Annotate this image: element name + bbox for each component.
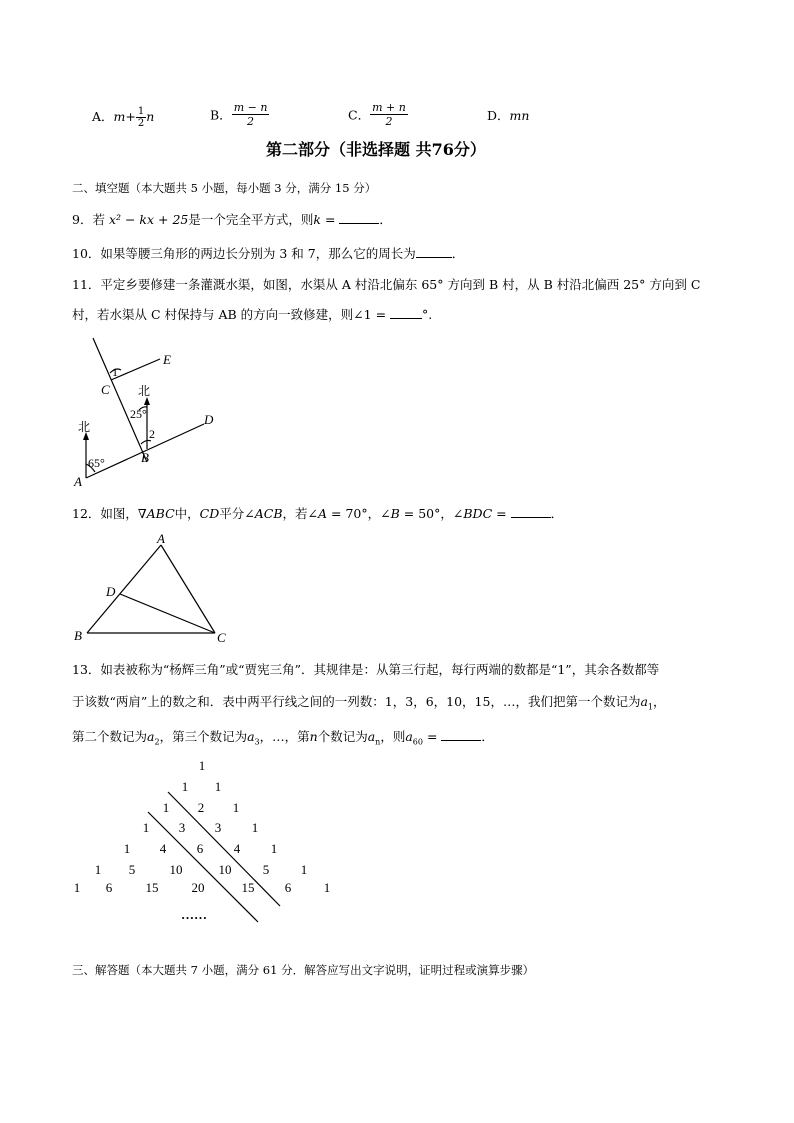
label-e: E [163, 352, 171, 367]
section2-heading: 二、填空题（本大题共 5 小题，每小题 3 分，满分 15 分） [72, 181, 377, 195]
triangle-number: 6 [196, 841, 204, 856]
triangle-number: 5 [262, 862, 270, 877]
option-d: D．mn [487, 108, 530, 123]
label-b: B [141, 450, 149, 465]
triangle-number: 2 [197, 800, 205, 815]
question-13-line2: 于该数“两肩”上的数之和．表中两平行线之间的一列数：1，3，6，10，15，…，我们把第一个数记为$a_1$， [72, 694, 666, 712]
label-angle-1: 1 [112, 365, 118, 379]
question-13-line3: 第二个数记为$a_2$，第三个数记为$a_3$，…，第n个数记为$a_n$，则$a_{60}$ = ． [72, 729, 494, 747]
triangle-number: 15 [145, 880, 159, 895]
triangle-number: 1 [162, 800, 170, 815]
label-north-a: 北 [78, 420, 91, 434]
triangle-number: 1 [300, 862, 308, 877]
triangle-number: 1 [232, 800, 240, 815]
triangle-number: 1 [323, 880, 331, 895]
triangle-number: 6 [105, 880, 113, 895]
option-c: C． $\frac{m + n}{2}$ [348, 101, 406, 128]
triangle-number: 3 [214, 820, 222, 835]
label-65-deg: 65° [88, 456, 105, 470]
triangle-number: 1 [198, 758, 206, 773]
triangle-number: 10 [218, 862, 232, 877]
label-d: D [204, 412, 214, 427]
question-11-line2: 村，若水渠从 C 村保持与 AB 的方向一致修建，则∠1 = °. [72, 307, 433, 322]
tri-label-c: C [217, 630, 226, 645]
question-12: 12．如图，∇ABC中，CD平分∠ACB，若∠A = 70°，∠B = 50°，∠BDC = ． [72, 506, 564, 521]
triangle-number: 1 [214, 779, 222, 794]
section3-heading: 三、解答题（本大题共 7 小题，满分 61 分．解答应写出文字说明，证明过程或演算步骤） [72, 963, 535, 977]
part2-title: 第二部分（非选择题 共76分） [266, 140, 486, 159]
triangle-number: 6 [284, 880, 292, 895]
triangle-ellipsis: …… [181, 907, 207, 922]
label-angle-2: 2 [149, 427, 155, 441]
triangle-number: 10 [169, 862, 183, 877]
question-10: 10．如果等腰三角形的两边长分别为 3 和 7，那么它的周长为 ． [72, 246, 465, 261]
question-9: 9．若 x² − kx + 25是一个完全平方式，则k = ． [72, 212, 392, 227]
triangle-number: 1 [142, 820, 150, 835]
tri-label-d: D [106, 584, 116, 599]
triangle-number: 4 [159, 841, 167, 856]
label-25-deg: 25° [130, 407, 147, 421]
triangle-number: 3 [178, 820, 186, 835]
tri-label-b: B [74, 628, 82, 643]
triangle-number: 1 [94, 862, 102, 877]
tri-label-a: A [157, 531, 165, 546]
triangle-number: 1 [73, 880, 81, 895]
question-11-line1: 11．平定乡要修建一条灌溉水渠，如图，水渠从 A 村沿北偏东 65° 方向到 B 村，从 B 村沿北偏西 25° 方向到 C [72, 277, 701, 292]
triangle-number: 1 [270, 841, 278, 856]
triangle-number: 5 [128, 862, 136, 877]
label-a: A [74, 474, 82, 489]
triangle-number: 20 [191, 880, 205, 895]
triangle-number: 1 [181, 779, 189, 794]
triangle-number: 4 [233, 841, 241, 856]
question-13-line1: 13．如表被称为“杨辉三角”或“贾宪三角”．其规律是：从第三行起，每行两端的数都是“1”，其余各数都等 [72, 662, 660, 677]
label-c: C [101, 382, 110, 397]
triangle-number: 15 [241, 880, 255, 895]
answer-blank[interactable] [511, 505, 551, 518]
answer-blank[interactable] [441, 728, 481, 741]
option-b: B． $\frac{m - n}{2}$ [210, 101, 268, 128]
triangle-number: 1 [251, 820, 259, 835]
option-a: A．m+ $\frac{1}{2}$ n [92, 106, 155, 129]
label-north-b: 北 [138, 384, 151, 398]
triangle-number: 1 [123, 841, 131, 856]
